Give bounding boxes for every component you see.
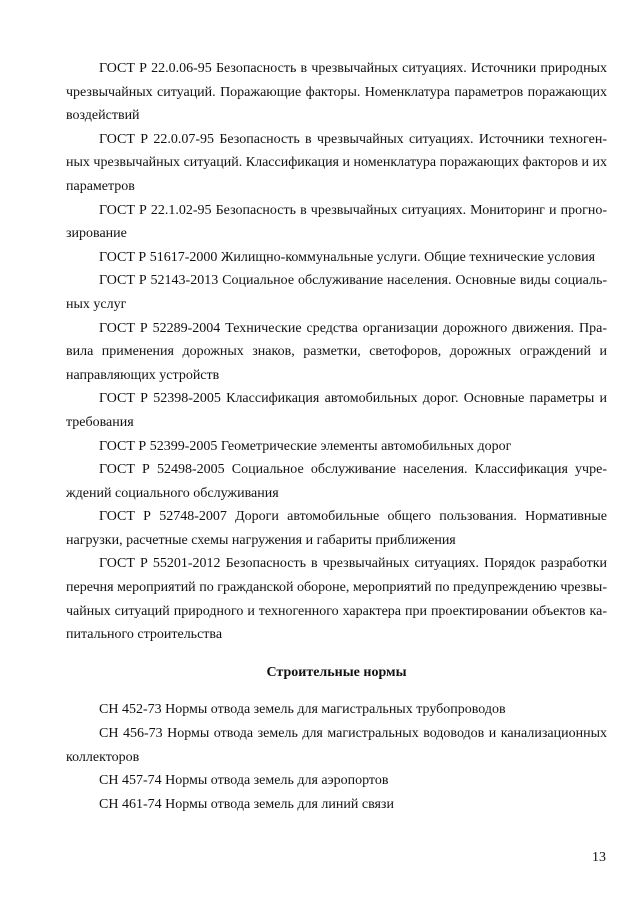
- list-item: ГОСТ Р 52498-2005 Социальное обслуживание населения. Классификация учреждений социального обслуживания: [66, 462, 607, 501]
- list-item: ГОСТ Р 22.1.02-95 Безопасность в чрезвычайных ситуациях. Мониторинг и прогнозирование: [66, 202, 607, 242]
- page-number: 13: [592, 850, 606, 865]
- list-item: ГОСТ Р 52289-2004 Технические средства организации дорожного движения. Правила применения дорожных знаков, разметки, светофоров, дорожных ограждений и направляющих устройств: [66, 320, 607, 383]
- list-item: ГОСТ Р 22.0.07-95 Безопасность в чрезвычайных ситуациях. Источники техногенных чрезвычайных ситуаций. Классификация и номенклатура поражающих факторов и их параметров: [66, 131, 607, 194]
- list-item: СН 452-73 Нормы отвода земель для магистральных трубопроводов: [99, 702, 506, 718]
- list-item: ГОСТ Р 52748-2007 Дороги автомобильные общего пользования. Нормативные нагрузки, расчетные схемы нагружения и габариты приближения: [66, 509, 607, 548]
- list-item: ГОСТ Р 52398-2005 Классификация автомобильных дорог. Основные параметры и требования: [66, 391, 607, 430]
- document-page: [66, 57, 607, 816]
- list-item: ГОСТ Р 51617-2000 Жилищно-коммунальные услуги. Общие технические условия: [99, 249, 596, 265]
- list-item: СН 456-73 Нормы отвода земель для магистральных водоводов и канализационных коллекторов: [66, 726, 607, 765]
- list-item: ГОСТ Р 55201-2012 Безопасность в чрезвычайных ситуациях. Порядок разработки перечня мероприятий по гражданской обороне, мероприятий по предупреждению чрезвычайных ситуаций природного и техногенного характера при проектировании объектов капитального строительства: [66, 556, 607, 643]
- sn-list: [66, 698, 607, 816]
- list-item: ГОСТ Р 22.0.06-95 Безопасность в чрезвычайных ситуациях. Источники природных чрезвычайных ситуаций. Поражающие факторы. Номенклатура параметров поражающих воздействий: [66, 61, 607, 124]
- list-item: СН 461-74 Нормы отвода земель для линий связи: [99, 796, 394, 812]
- section-spacer: [66, 647, 607, 661]
- section-heading: Строительные нормы: [266, 664, 407, 680]
- list-item: СН 457-74 Нормы отвода земель для аэропортов: [99, 773, 389, 789]
- list-item: ГОСТ Р 52399-2005 Геометрические элементы автомобильных дорог: [99, 438, 512, 454]
- gost-list: [66, 57, 607, 647]
- list-item: ГОСТ Р 52143-2013 Социальное обслуживание населения. Основные виды социальных услуг: [66, 273, 607, 312]
